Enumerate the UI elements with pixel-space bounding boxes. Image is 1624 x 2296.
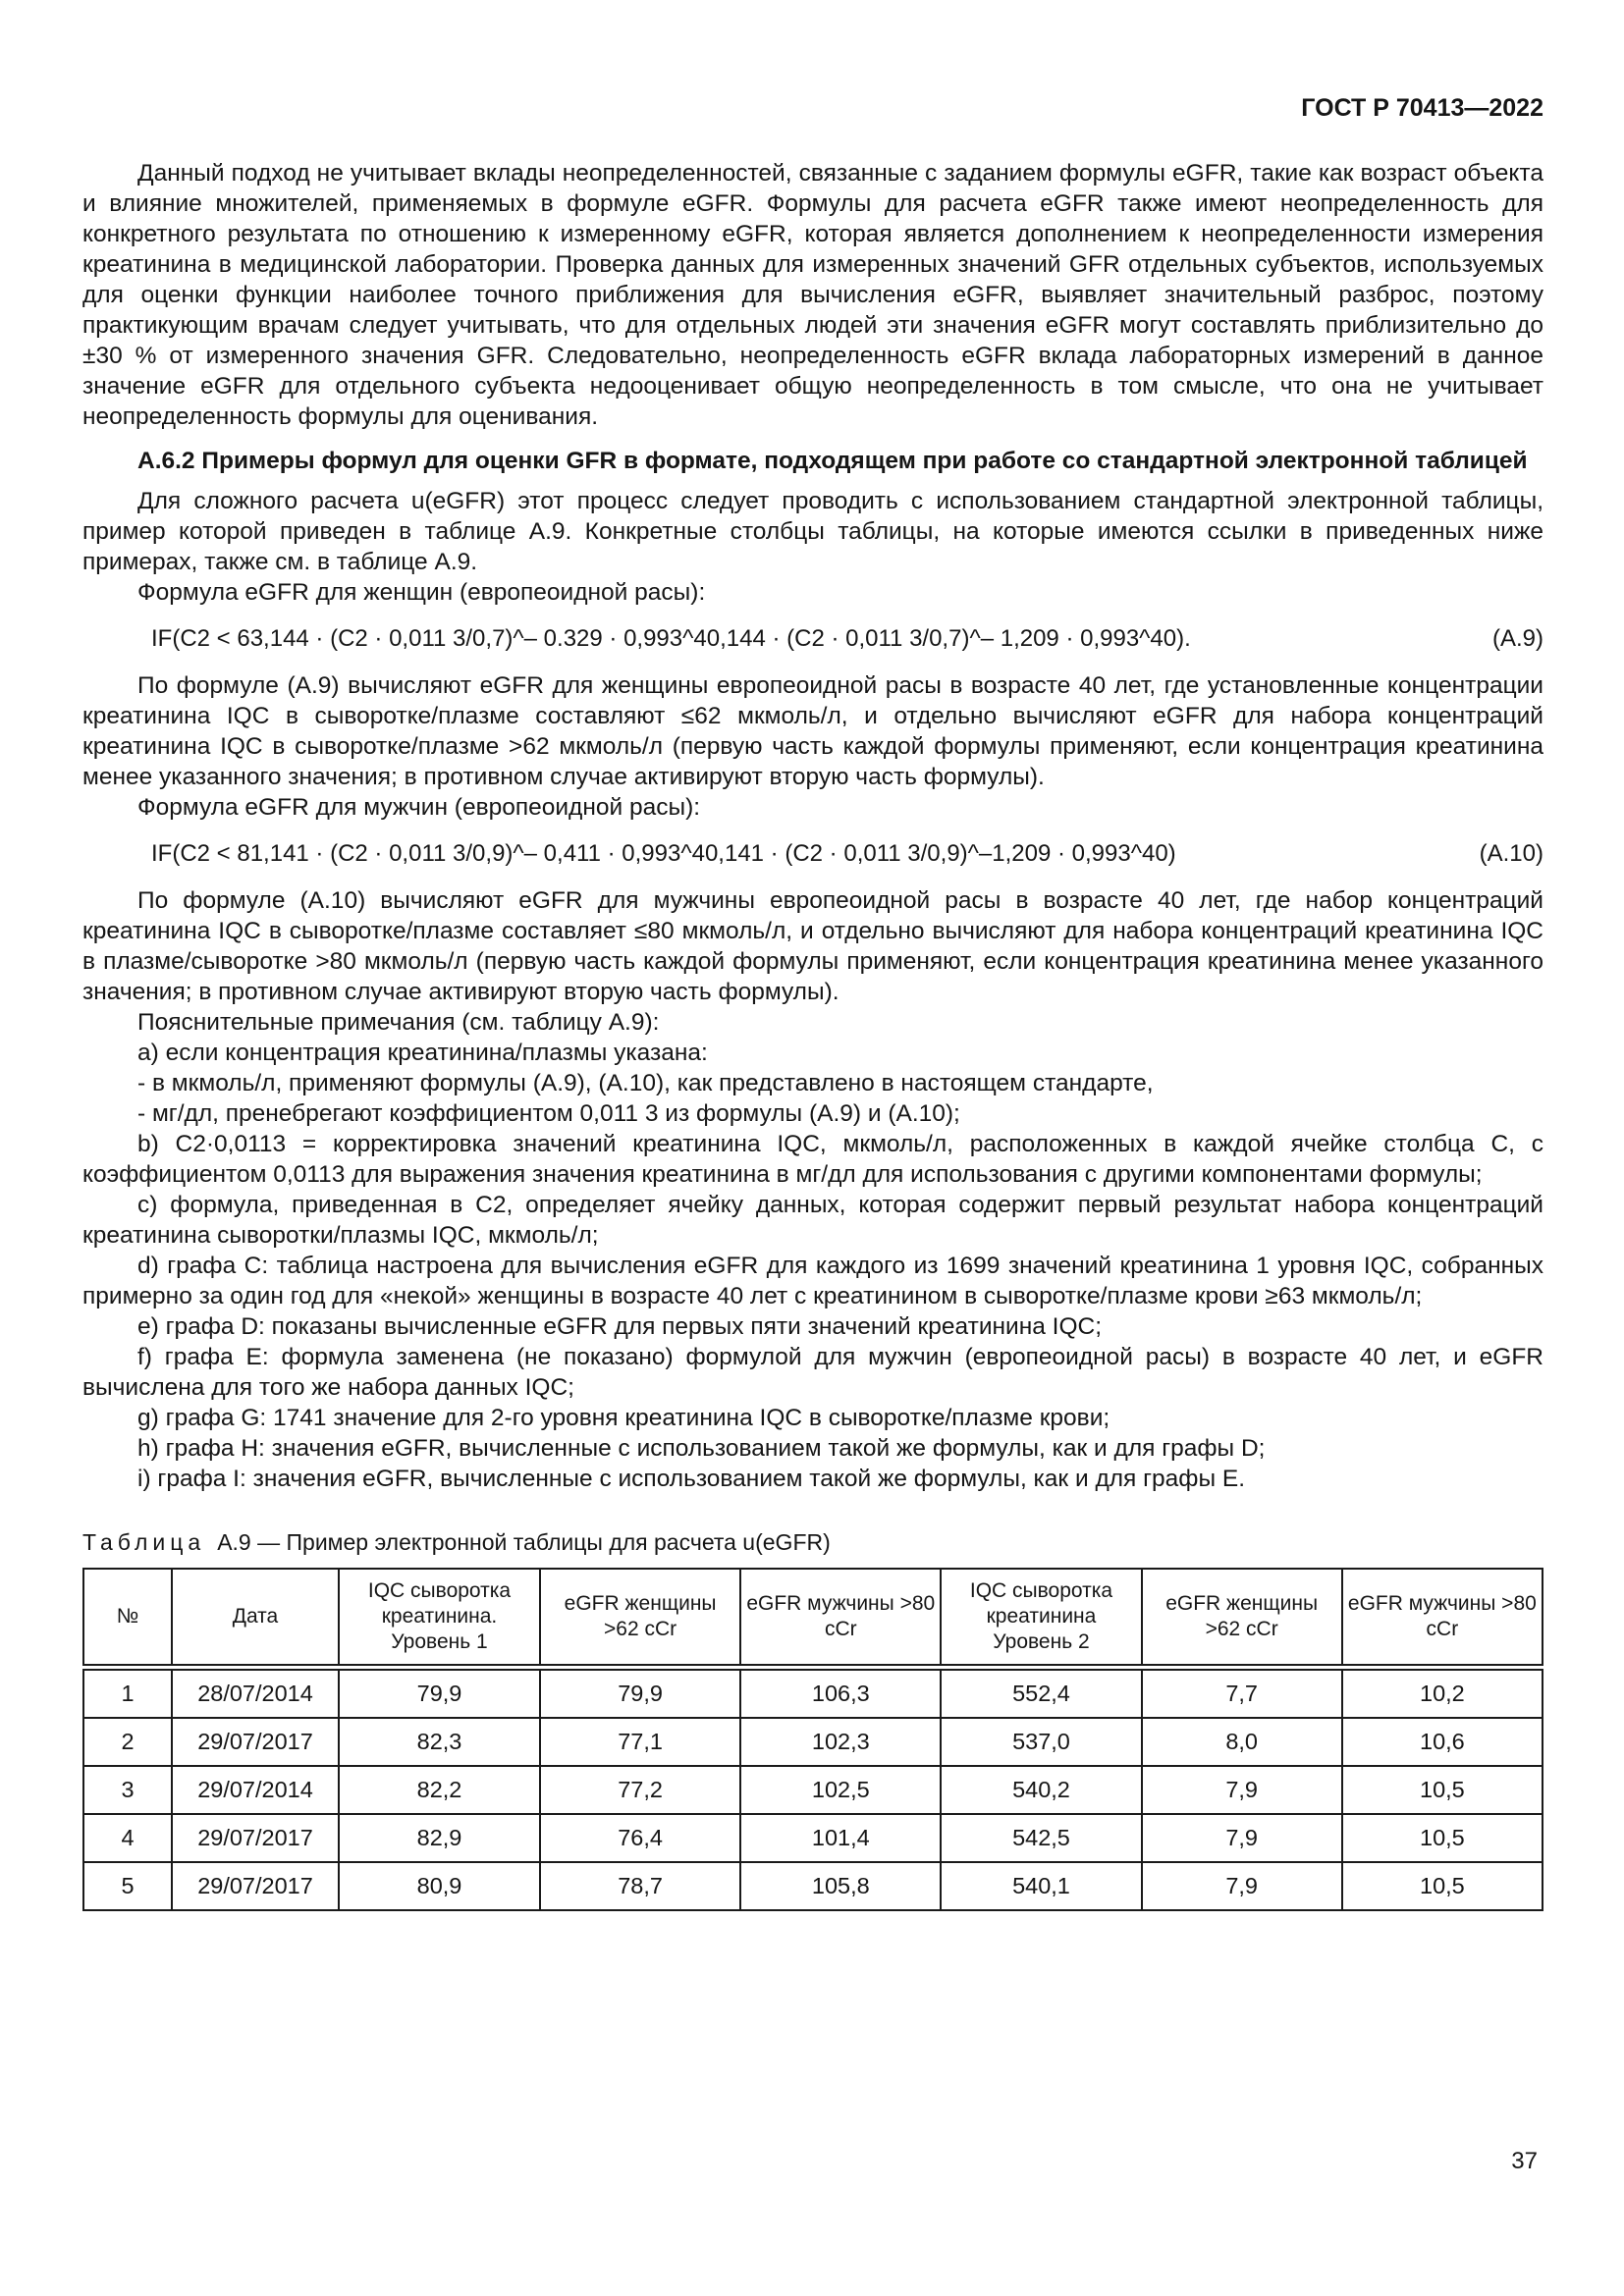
section-heading: А.6.2 Примеры формул для оценки GFR в формате, подходящем при работе со стандартной электронной таблицей — [137, 448, 1528, 474]
spreadsheet-example-table — [82, 1568, 1543, 1911]
table-cell: 1 — [83, 1668, 172, 1719]
formula-number: (А.9) — [1491, 625, 1543, 652]
table-cell: 537,0 — [941, 1718, 1141, 1766]
paragraph: а) если концентрация креатинина/плазмы указана: — [137, 1040, 708, 1066]
table-cell: 540,1 — [941, 1862, 1141, 1910]
paragraph: По формуле (А.9) вычисляют eGFR для женщины европеоидной расы в возрасте 40 лет, где установленные концентрации креатинина IQC в сыворотке/плазме составляют ≤62 мкмоль/л, и отдельно вычисляют eGFR для набора концентраций креатинина IQC в сыворотке/плазме >62 мкмоль/л (первую часть каждой формулы применяют, если концентрация креатинина менее указанного значения; в противном случае активируют вторую часть формулы). — [82, 672, 1543, 790]
table-cell: 10,6 — [1342, 1718, 1543, 1766]
document-code: ГОСТ Р 70413—2022 — [1301, 94, 1543, 122]
table-cell: 77,2 — [540, 1766, 740, 1814]
table-cell: 10,5 — [1342, 1814, 1543, 1862]
table-cell: 7,9 — [1142, 1862, 1342, 1910]
table-body — [83, 1668, 1543, 1911]
table-header-cell: Дата — [172, 1569, 339, 1668]
table-cell: 76,4 — [540, 1814, 740, 1862]
table-cell: 10,5 — [1342, 1766, 1543, 1814]
paragraph: i) графа I: значения eGFR, вычисленные с использованием такой же формулы, как и для графы E. — [137, 1466, 1246, 1492]
table-cell: 3 — [83, 1766, 172, 1814]
table-cell: 80,9 — [339, 1862, 540, 1910]
table-header-cell: IQC сыворотка креатинина Уровень 2 — [941, 1569, 1141, 1668]
table-cell: 540,2 — [941, 1766, 1141, 1814]
paragraph: b) C2·0,0113 = корректировка значений креатинина IQC, мкмоль/л, расположенных в каждой ячейке столбца C, с коэффициентом 0,0113 для выражения значения креатинина в мг/дл для использования с другими компонентами формулы; — [82, 1131, 1543, 1188]
table-cell: 8,0 — [1142, 1718, 1342, 1766]
paragraph: h) графа H: значения eGFR, вычисленные с использованием такой же формулы, как и для графы D; — [137, 1435, 1266, 1462]
table-cell: 29/07/2017 — [172, 1814, 339, 1862]
table-cell: 82,9 — [339, 1814, 540, 1862]
paragraph: f) графа E: формула заменена (не показано) формулой для мужчин (европеоидной расы) в возрасте 40 лет, и eGFR вычислена для того же набора данных IQC; — [82, 1344, 1543, 1401]
table-cell: 101,4 — [740, 1814, 941, 1862]
table-cell: 105,8 — [740, 1862, 941, 1910]
table-cell: 7,9 — [1142, 1766, 1342, 1814]
table-cell: 10,2 — [1342, 1668, 1543, 1719]
paragraph: По формуле (А.10) вычисляют eGFR для мужчины европеоидной расы в возрасте 40 лет, где набор концентраций креатинина IQC в сыворотке/плазме составляет ≤80 мкмоль/л, и отдельно вычисляют для набора концентраций креатинина IQC в плазме/сыворотке >80 мкмоль/л (первую часть каждой формулы применяют, если концентрация креатинина менее указанного значения; в противном случае активируют вторую часть формулы). — [82, 887, 1543, 1005]
table-cell: 552,4 — [941, 1668, 1141, 1719]
table-cell: 28/07/2014 — [172, 1668, 339, 1719]
table-caption-word: Таблица — [82, 1529, 206, 1555]
table-cell: 82,2 — [339, 1766, 540, 1814]
table-row — [83, 1814, 1543, 1862]
table-cell: 78,7 — [540, 1862, 740, 1910]
table-cell: 82,3 — [339, 1718, 540, 1766]
table-header-cell: № — [83, 1569, 172, 1668]
paragraph: Пояснительные примечания (см. таблицу А.9): — [137, 1009, 660, 1036]
paragraph: Данный подход не учитывает вклады неопределенностей, связанные с заданием формулы eGFR, такие как возраст объекта и влияние множителей, применяемых в формуле eGFR. Формулы для расчета eGFR также имеют неопределенность для конкретного результата по отношению к измеренному eGFR, которая является дополнением к неопределенности измерения креатинина в медицинской лаборатории. Проверка данных для измеренных значений GFR отдельных субъектов, используемых для оценки функции наиболее точного приближения для вычисления eGFR, выявляет значительный разброс, поэтому практикующим врачам следует учитывать, что для отдельных людей эти значения eGFR могут составлять приблизительно до ±30 % от измеренного значения GFR. Следовательно, неопределенность eGFR вклада лабораторных измерений в данное значение eGFR для отдельного субъекта недооценивает общую неопределенность в том смысле, что она не учитывает неопределенность формулы для оценивания. — [82, 160, 1543, 430]
table-cell: 2 — [83, 1718, 172, 1766]
table-row — [83, 1718, 1543, 1766]
table-cell: 79,9 — [540, 1668, 740, 1719]
table-cell: 79,9 — [339, 1668, 540, 1719]
paragraph: e) графа D: показаны вычисленные eGFR для первых пяти значений креатинина IQC; — [137, 1313, 1103, 1340]
table-cell: 29/07/2014 — [172, 1766, 339, 1814]
paragraph: - в мкмоль/л, применяют формулы (А.9), (А.10), как представлено в настоящем стандарте, — [137, 1070, 1154, 1096]
formula-text: IF(C2 < 63,144 · (C2 · 0,011 3/0,7)^– 0.329 · 0,993^40,144 · (C2 · 0,011 3/0,7)^– 1,209 · 0,993^40). — [151, 625, 1191, 652]
table-cell: 77,1 — [540, 1718, 740, 1766]
paragraph: Формула eGFR для мужчин (европеоидной расы): — [137, 794, 701, 821]
table-cell: 102,3 — [740, 1718, 941, 1766]
table-cell: 102,5 — [740, 1766, 941, 1814]
table-cell: 106,3 — [740, 1668, 941, 1719]
paragraph: g) графа G: 1741 значение для 2-го уровня креатинина IQC в сыворотке/плазме крови; — [137, 1405, 1110, 1431]
formula-text: IF(C2 < 81,141 · (C2 · 0,011 3/0,9)^– 0,411 · 0,993^40,141 · (C2 · 0,011 3/0,9)^–1,209 · 0,993^40) — [151, 840, 1176, 867]
table-cell: 29/07/2017 — [172, 1718, 339, 1766]
formula — [82, 625, 1543, 653]
table-cell: 5 — [83, 1862, 172, 1910]
table-cell: 4 — [83, 1814, 172, 1862]
table-header-row — [83, 1569, 1543, 1668]
table-cell: 7,9 — [1142, 1814, 1342, 1862]
paragraph: - мг/дл, пренебрегают коэффициентом 0,011 3 из формулы (А.9) и (А.10); — [137, 1100, 960, 1127]
paragraph: d) графа C: таблица настроена для вычисления eGFR для каждого из 1699 значений креатинина 1 уровня IQC, собранных примерно за один год для «некой» женщины в возрасте 40 лет с креатинином в сыворотке/плазме крови ≥63 мкмоль/л; — [82, 1253, 1543, 1309]
table-row — [83, 1766, 1543, 1814]
page-number: 37 — [1511, 2148, 1538, 2174]
table-header-cell: eGFR мужчины >80 сCr — [740, 1569, 941, 1668]
table-header-cell: eGFR женщины >62 сCr — [540, 1569, 740, 1668]
paragraph: Формула eGFR для женщин (европеоидной расы): — [137, 579, 706, 606]
table-cell: 7,7 — [1142, 1668, 1342, 1719]
table-header-cell: eGFR женщины >62 сCr — [1142, 1569, 1342, 1668]
body-content — [82, 158, 1543, 1494]
formula-number: (А.10) — [1479, 840, 1543, 867]
table-header-cell: IQC сыворотка креатинина. Уровень 1 — [339, 1569, 540, 1668]
table-row — [83, 1862, 1543, 1910]
table-head — [83, 1569, 1543, 1668]
table-header-cell: eGFR мужчины >80 сCr — [1342, 1569, 1543, 1668]
table-caption — [82, 1529, 1543, 1556]
table-cell: 542,5 — [941, 1814, 1141, 1862]
table-caption-text: А.9 — Пример электронной таблицы для расчета u(eGFR) — [217, 1529, 831, 1555]
table-cell: 29/07/2017 — [172, 1862, 339, 1910]
paragraph: c) формула, приведенная в C2, определяет ячейку данных, которая содержит первый результат набора концентраций креатинина сыворотки/плазмы IQC, мкмоль/л; — [82, 1192, 1543, 1249]
paragraph: Для сложного расчета u(eGFR) этот процесс следует проводить с использованием стандартной электронной таблицы, пример которой приведен в таблице А.9. Конкретные столбцы таблицы, на которые имеются ссылки в приведенных ниже примерах, также см. в таблице А.9. — [82, 488, 1543, 575]
table-cell: 10,5 — [1342, 1862, 1543, 1910]
table-row — [83, 1668, 1543, 1719]
formula — [82, 840, 1543, 868]
